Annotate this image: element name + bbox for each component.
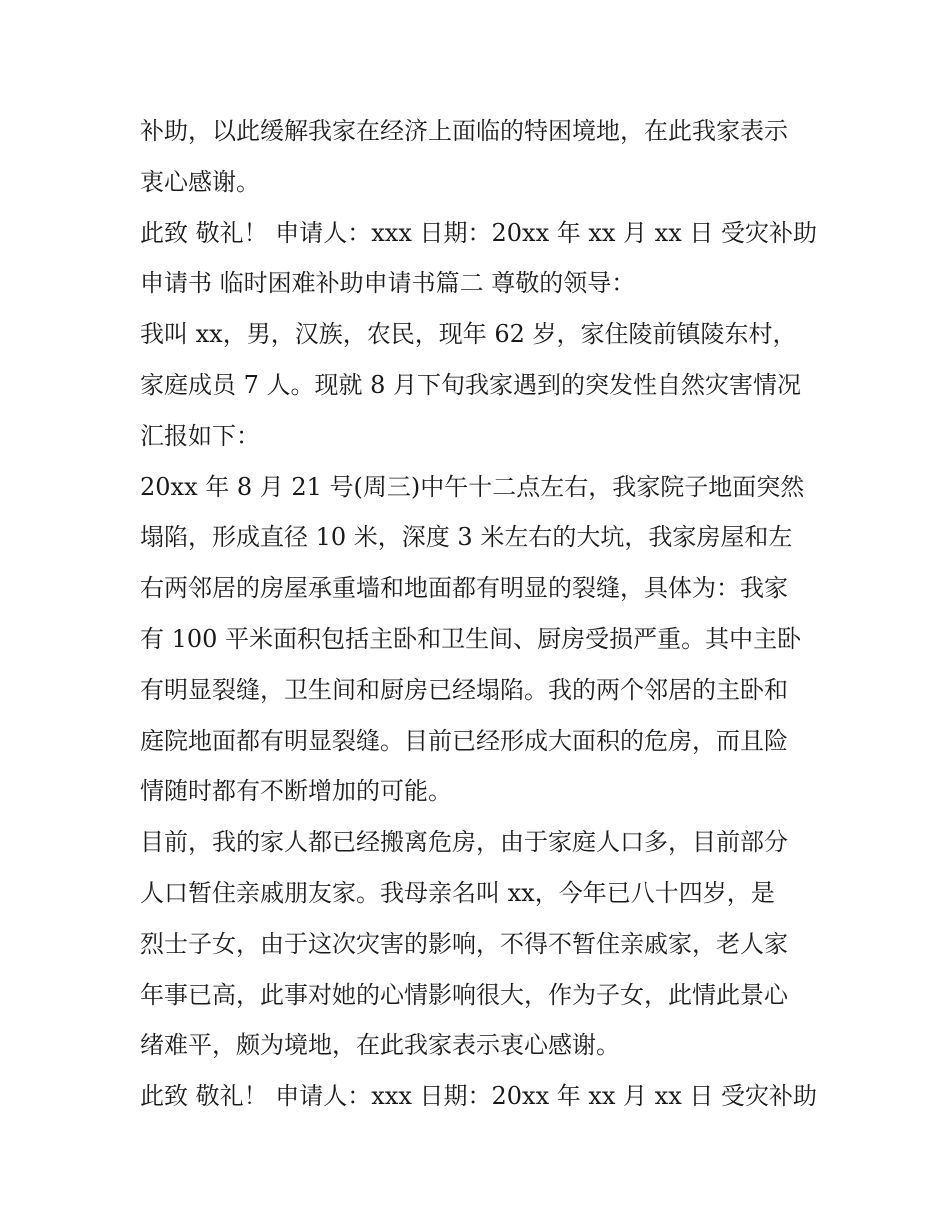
text-line-2: 衷心感谢。 <box>140 167 260 196</box>
text-line-15: 目前，我的家人都已经搬离危房，由于家庭人口多，目前部分 <box>140 828 788 857</box>
text-line-17: 烈士子女，由于这次灾害的影响，不得不暂住亲戚家，老人家 <box>140 929 788 958</box>
text-line-1: 补助，以此缓解我家在经济上面临的特困境地，在此我家表示 <box>140 117 788 145</box>
text-line-3: 此致 敬礼！ 申请人：xxx 日期：20xx 年 xx 月 xx 日 受灾补助 <box>140 218 818 247</box>
text-line-8: 20xx 年 8 月 21 号(周三)中午十二点左右，我家院子地面突然 <box>140 472 805 501</box>
document-body <box>140 106 830 1122</box>
text-line-5: 我叫 xx，男，汉族，农民，现年 62 岁，家住陵前镇陵东村， <box>140 320 797 349</box>
text-line-14: 情随时都有不断增加的可能。 <box>140 777 452 806</box>
text-line-7: 汇报如下： <box>140 421 260 450</box>
text-line-11: 有 100 平米面积包括主卧和卫生间、厨房受损严重。其中主卧 <box>140 624 802 653</box>
text-line-20: 此致 敬礼！ 申请人：xxx 日期：20xx 年 xx 月 xx 日 受灾补助 <box>140 1082 818 1111</box>
text-line-12: 有明显裂缝，卫生间和厨房已经塌陷。我的两个邻居的主卧和 <box>140 675 788 704</box>
text-line-4: 申请书 临时困难补助申请书篇二 尊敬的领导： <box>140 269 636 298</box>
text-line-13: 庭院地面都有明显裂缝。目前已经形成大面积的危房，而且险 <box>140 726 788 755</box>
text-line-18: 年事已高，此事对她的心情影响很大，作为子女，此情此景心 <box>140 980 788 1009</box>
text-line-10: 右两邻居的房屋承重墙和地面都有明显的裂缝，具体为：我家 <box>140 574 788 603</box>
text-line-19: 绪难平，颇为境地，在此我家表示衷心感谢。 <box>140 1031 620 1060</box>
text-line-6: 家庭成员 7 人。现就 8 月下旬我家遇到的突发性自然灾害情况 <box>140 370 802 399</box>
text-line-16: 人口暂住亲戚朋友家。我母亲名叫 xx，今年已八十四岁，是 <box>140 878 775 907</box>
text-line-9: 塌陷，形成直径 10 米，深度 3 米左右的大坑，我家房屋和左 <box>140 523 793 552</box>
